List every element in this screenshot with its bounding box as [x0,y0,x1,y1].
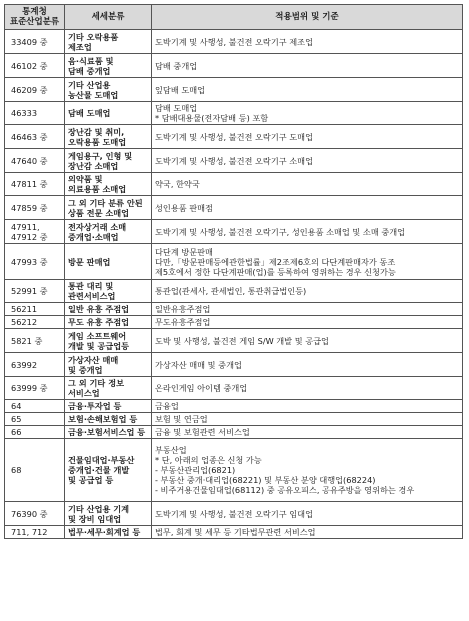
industry-code-cell: 47911, 47912 중 [5,220,65,244]
industry-code-cell: 5821 중 [5,329,65,353]
table-body [5,30,463,539]
industry-code-cell: 64 [5,400,65,413]
table-row [5,54,463,78]
industry-code-cell: 66 [5,426,65,439]
header-scope: 적용범위 및 기준 [152,5,463,30]
table-row [5,377,463,400]
industry-code-cell: 47811 중 [5,173,65,196]
industry-code-cell: 76390 중 [5,502,65,526]
industry-code-cell: 46333 [5,102,65,125]
table-row [5,303,463,316]
subclass-name-cell: 음·식료품 및 담배 중개업 [65,54,152,78]
subclass-name-cell: 방문 판매업 [65,244,152,280]
table-row [5,439,463,502]
scope-criteria-cell: 금융업 [152,400,463,413]
subclass-name-cell: 금융·보험서비스업 등 [65,426,152,439]
industry-code-cell: 46209 중 [5,78,65,102]
classification-table [4,4,463,539]
industry-code-cell: 47993 중 [5,244,65,280]
header-code: 통계청 표준산업분류 [5,5,65,30]
table-row [5,196,463,220]
subclass-name-cell: 기타 오락용품 제조업 [65,30,152,54]
subclass-name-cell: 가상자산 매매 및 중개업 [65,353,152,377]
subclass-name-cell: 금융·투자업 등 [65,400,152,413]
subclass-name-cell: 의약품 및 의료용품 소매업 [65,173,152,196]
table-row [5,426,463,439]
table-row [5,78,463,102]
subclass-name-cell: 기타 산업용 기계 및 장비 임대업 [65,502,152,526]
table-row [5,329,463,353]
industry-code-cell: 63992 [5,353,65,377]
scope-criteria-cell: 법무, 회계 및 세무 등 기타법무관련 서비스업 [152,526,463,539]
table-row [5,173,463,196]
industry-code-cell: 56212 [5,316,65,329]
table-row [5,353,463,377]
scope-criteria-cell: 잎담배 도매업 [152,78,463,102]
table-row [5,244,463,280]
scope-criteria-cell: 통관업(관세사, 관세법인, 통관취급법인등) [152,280,463,303]
table-row [5,502,463,526]
industry-code-cell: 46102 중 [5,54,65,78]
subclass-name-cell: 무도 유흥 주점업 [65,316,152,329]
subclass-name-cell: 게임용구, 인형 및 장난감 소매업 [65,149,152,173]
scope-criteria-cell: 도박기계 및 사행성, 불건전 오락기구 제조업 [152,30,463,54]
industry-code-cell: 65 [5,413,65,426]
scope-criteria-cell: 도박기계 및 사행성, 불건전 오락기구, 성인용품 소매업 및 소매 중개업 [152,220,463,244]
subclass-name-cell: 법무·세무·회계업 등 [65,526,152,539]
subclass-name-cell: 장난감 및 취미, 오락용품 도매업 [65,125,152,149]
industry-code-cell: 52991 중 [5,280,65,303]
table-row [5,413,463,426]
scope-criteria-cell: 약국, 한약국 [152,173,463,196]
scope-criteria-cell: 도박기계 및 사행성, 불건전 오락기구 도매업 [152,125,463,149]
table-row [5,149,463,173]
industry-code-cell: 33409 중 [5,30,65,54]
industry-code-cell: 47640 중 [5,149,65,173]
scope-criteria-cell: 성인용품 판매점 [152,196,463,220]
subclass-name-cell: 통관 대리 및 관련서비스업 [65,280,152,303]
industry-code-cell: 63999 중 [5,377,65,400]
scope-criteria-cell: 가상자산 매매 및 중개업 [152,353,463,377]
table-row [5,526,463,539]
scope-criteria-cell: 다단계 방문판매 다만,「방문판매등에관한법률」제2조제6호의 다단계판매자가 동조 제5호에서 정한 다단계판매(업)를 등록하여 영위하는 경우 신청가능 [152,244,463,280]
header-name: 세세분류 [65,5,152,30]
subclass-name-cell: 담배 도매업 [65,102,152,125]
industry-code-cell: 56211 [5,303,65,316]
scope-criteria-cell: 금융 및 보험관련 서비스업 [152,426,463,439]
subclass-name-cell: 그 외 기타 정보 서비스업 [65,377,152,400]
industry-code-cell: 68 [5,439,65,502]
scope-criteria-cell: 무도유흥주점업 [152,316,463,329]
subclass-name-cell: 기타 산업용 농산물 도매업 [65,78,152,102]
classification-table-container [4,4,462,539]
subclass-name-cell: 그 외 기타 분류 안된 상품 전문 소매업 [65,196,152,220]
subclass-name-cell: 게임 소프트웨어 개발 및 공급업등 [65,329,152,353]
subclass-name-cell: 보험·손해보험업 등 [65,413,152,426]
scope-criteria-cell: 부동산업 * 단, 아래의 업종은 신청 가능 - 부동산관리업(6821) - 부동산 중개·대리업(68221) 및 부동산 분양 대행업(68224) - 비주거용건물임대업(68112) 중 공유오피스, 공유주방을 영위하는 경우 [152,439,463,502]
scope-criteria-cell: 일반유흥주점업 [152,303,463,316]
scope-criteria-cell: 담배 도매업 * 담배대용물(전자담배 등) 포함 [152,102,463,125]
table-row [5,400,463,413]
table-row [5,102,463,125]
scope-criteria-cell: 온라인게임 아이템 중개업 [152,377,463,400]
scope-criteria-cell: 도박 및 사행성, 불건전 게임 S/W 개발 및 공급업 [152,329,463,353]
scope-criteria-cell: 도박기계 및 사행성, 불건전 오락기구 소매업 [152,149,463,173]
industry-code-cell: 47859 중 [5,196,65,220]
table-row [5,220,463,244]
table-row [5,125,463,149]
subclass-name-cell: 전자상거래 소매 중개업·소매업 [65,220,152,244]
table-row [5,316,463,329]
subclass-name-cell: 건물임대업·부동산 중개업·건물 개발 및 공급업 등 [65,439,152,502]
scope-criteria-cell: 도박기계 및 사행성, 불건전 오락기구 임대업 [152,502,463,526]
scope-criteria-cell: 보험 및 연금업 [152,413,463,426]
table-row [5,30,463,54]
industry-code-cell: 46463 중 [5,125,65,149]
table-row [5,280,463,303]
table-header-row [5,5,463,30]
scope-criteria-cell: 담배 중개업 [152,54,463,78]
industry-code-cell: 711, 712 [5,526,65,539]
subclass-name-cell: 일반 유흥 주점업 [65,303,152,316]
